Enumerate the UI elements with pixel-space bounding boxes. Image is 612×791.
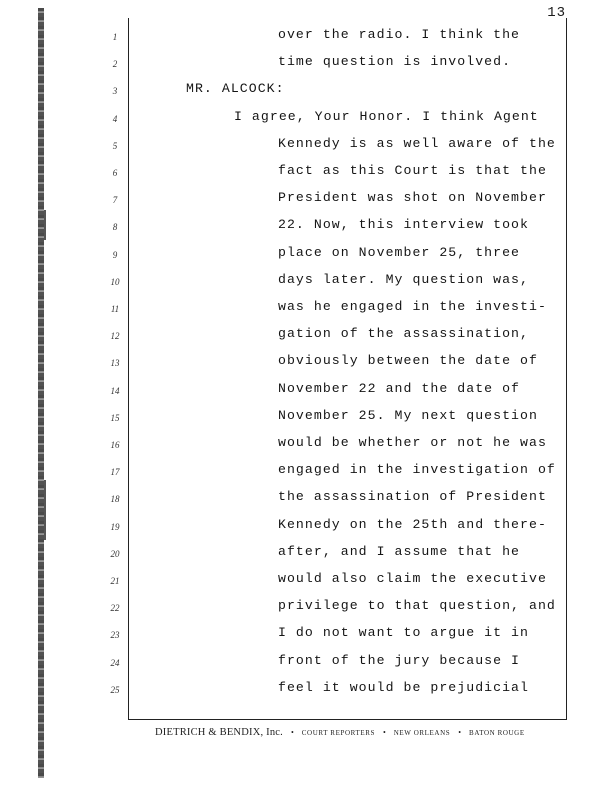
- line-number: 15: [110, 412, 120, 423]
- line-number: 25: [110, 684, 120, 695]
- line-number: 13: [110, 358, 120, 369]
- transcript-line: November 25. My next question: [278, 407, 538, 423]
- footer-service: COURT REPORTERS: [301, 728, 375, 737]
- line-number: 1: [112, 32, 118, 42]
- transcript-line: I agree, Your Honor. I think Agent: [234, 108, 539, 124]
- transcript-line: feel it would be prejudicial: [278, 679, 529, 695]
- line-number: 11: [110, 304, 120, 314]
- transcript-line: would also claim the executive: [278, 571, 547, 586]
- line-number: 2: [112, 59, 118, 70]
- frame-left-rule: [128, 18, 129, 720]
- transcript-line: Kennedy is as well aware of the: [278, 135, 556, 151]
- transcript-line: would be whether or not he was: [278, 435, 547, 450]
- line-number: 19: [110, 521, 120, 532]
- line-number: 10: [110, 276, 120, 287]
- transcript-line: privilege to that question, and: [278, 598, 556, 614]
- transcript-line: gation of the assassination,: [278, 326, 529, 342]
- line-number: 12: [110, 331, 120, 342]
- transcript-line: November 22 and the date of: [278, 380, 521, 396]
- footer-separator: •: [382, 728, 386, 737]
- line-number: 16: [110, 440, 120, 450]
- frame-right-rule: [566, 18, 567, 720]
- line-number: 17: [110, 467, 120, 478]
- line-number: 9: [112, 249, 118, 260]
- reporter-footer: [155, 727, 535, 738]
- line-number: 23: [110, 630, 120, 641]
- transcript-line: after, and I assume that he: [278, 543, 521, 559]
- transcript-line: place on November 25, three: [278, 244, 521, 260]
- footer-location: NEW ORLEANS: [393, 728, 451, 737]
- transcript-line: Kennedy on the 25th and there-: [278, 516, 547, 532]
- footer-separator: •: [458, 728, 462, 737]
- scan-speck: [44, 480, 46, 540]
- transcript-line: obviously between the date of: [278, 353, 538, 369]
- line-number: 7: [112, 195, 118, 206]
- transcript-line: engaged in the investigation of: [278, 462, 556, 478]
- line-number: 21: [110, 576, 120, 586]
- line-number: 24: [110, 657, 120, 668]
- transcript-line: days later. My question was,: [278, 271, 529, 287]
- line-number: 4: [112, 113, 118, 124]
- line-number: 20: [110, 548, 120, 559]
- footer-separator: •: [290, 728, 294, 737]
- line-number: 5: [112, 140, 118, 151]
- scan-binding-edge: [38, 8, 44, 778]
- transcript-line: President was shot on November: [278, 190, 547, 206]
- speaker-label: MR. ALCOCK:: [186, 81, 285, 97]
- page-number: 13: [547, 5, 566, 21]
- line-number: 22: [110, 603, 120, 614]
- line-number: 6: [112, 168, 118, 178]
- line-number: 8: [112, 222, 118, 233]
- transcript-line: I do not want to argue it in: [278, 625, 529, 641]
- frame-bottom-rule: [128, 719, 567, 720]
- transcript-line: was he engaged in the investi-: [278, 299, 547, 314]
- transcript-line: the assassination of President: [278, 489, 547, 505]
- transcript-line: 22. Now, this interview took: [278, 217, 529, 233]
- transcript-line: fact as this Court is that the: [278, 163, 547, 178]
- line-number: 18: [110, 494, 120, 505]
- transcript-line: front of the jury because I: [278, 652, 521, 668]
- scan-speck: [44, 210, 46, 240]
- line-number: 3: [112, 86, 118, 97]
- firm-name: DIETRICH & BENDIX, Inc.: [155, 727, 283, 738]
- line-number: 14: [110, 385, 120, 396]
- transcript-line: over the radio. I think the: [278, 27, 521, 42]
- footer-location: BATON ROUGE: [469, 728, 525, 737]
- transcript-line: time question is involved.: [278, 54, 512, 70]
